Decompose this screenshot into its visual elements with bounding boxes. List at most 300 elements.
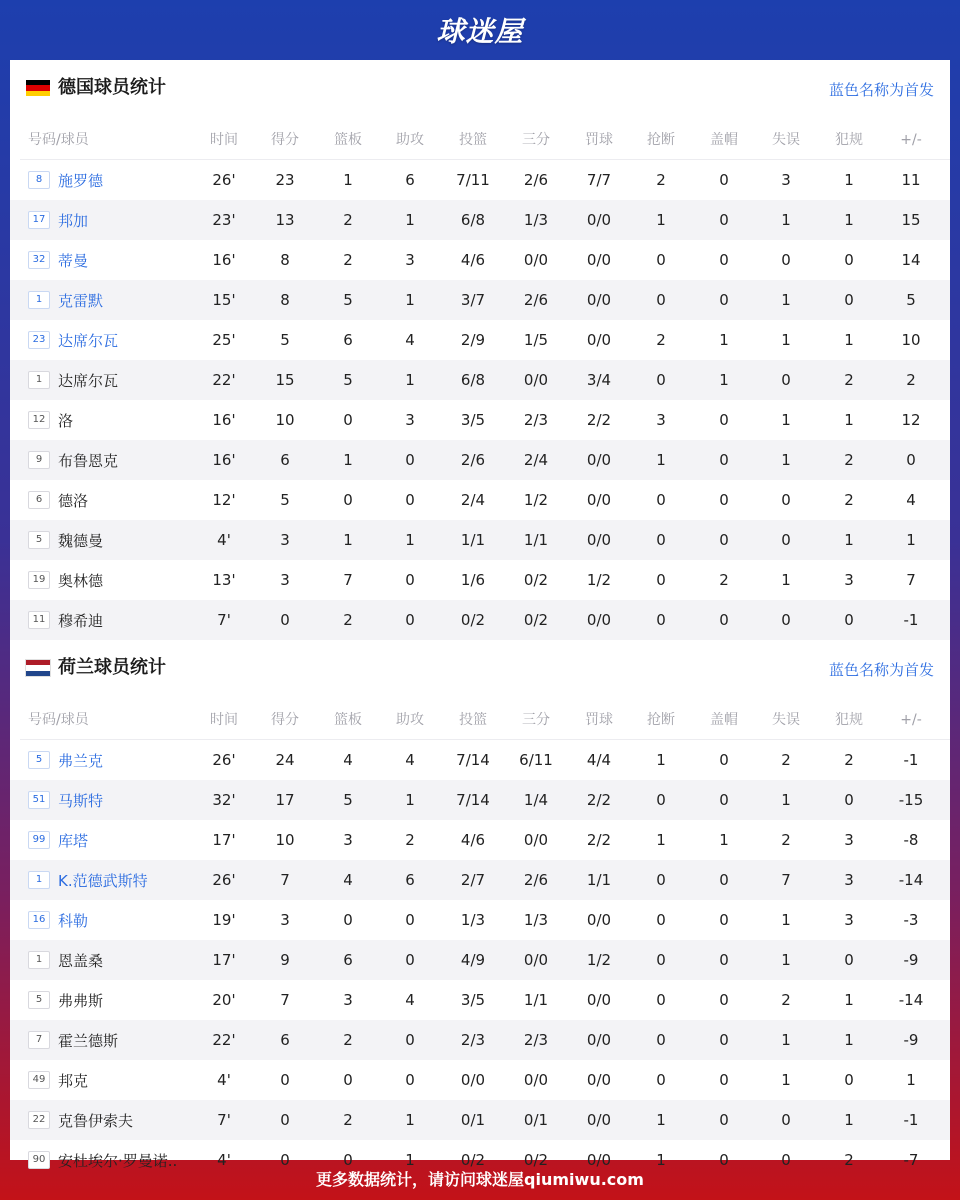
stat-cell: 6/11 xyxy=(519,751,553,769)
stat-cell: 0 xyxy=(844,251,854,269)
stat-cell: 3/5 xyxy=(460,411,486,429)
player-name[interactable]: 安杜埃尔·罗曼诺.. xyxy=(58,1151,178,1170)
stat-cell: 1 xyxy=(844,1031,854,1049)
stat-cell: 3 xyxy=(844,571,854,589)
stat-cell: 0/0 xyxy=(586,251,612,269)
stat-cell: 3 xyxy=(405,251,415,269)
stat-cell: 7 xyxy=(343,571,353,589)
stat-cell: 2/3 xyxy=(460,1031,486,1049)
flag-icon xyxy=(26,660,50,676)
stat-cell: 19' xyxy=(212,911,236,929)
stat-cell: 1 xyxy=(906,1071,916,1089)
player-cell[interactable] xyxy=(28,160,103,200)
player-name[interactable]: 施罗德 xyxy=(58,171,104,190)
stat-cell: 1/2 xyxy=(523,491,549,509)
player-name[interactable]: 邦克 xyxy=(58,1071,89,1090)
stat-cell: 16' xyxy=(212,251,236,269)
player-name[interactable]: 克雷默 xyxy=(58,291,104,310)
column-header: 犯规 xyxy=(835,712,863,728)
jersey-number-badge: 6 xyxy=(28,491,50,509)
stat-cell: 7 xyxy=(280,871,290,889)
jersey-number-badge: 51 xyxy=(28,791,50,809)
stat-cell: 0 xyxy=(781,1111,791,1129)
stat-cell: 0/0 xyxy=(586,1111,612,1129)
stat-cell: 2/3 xyxy=(523,1031,549,1049)
jersey-number-badge: 17 xyxy=(28,211,50,229)
stat-cell: -14 xyxy=(898,991,924,1009)
stat-cell: 0 xyxy=(343,1151,353,1169)
stat-cell: 2 xyxy=(781,751,791,769)
stat-cell: 6 xyxy=(280,451,290,469)
player-row[interactable] xyxy=(10,980,950,1020)
stat-cell: 2 xyxy=(906,371,916,389)
player-name[interactable]: 弗兰克 xyxy=(58,751,104,770)
stat-cell: 4/9 xyxy=(460,951,486,969)
player-cell[interactable] xyxy=(28,240,88,280)
stat-cell: 0/0 xyxy=(586,1031,612,1049)
stat-cell: 1 xyxy=(844,171,854,189)
jersey-number-badge: 22 xyxy=(28,1111,50,1129)
stat-cell: 10 xyxy=(901,331,921,349)
player-row[interactable] xyxy=(10,1060,950,1100)
player-cell[interactable] xyxy=(28,280,103,320)
stat-cell: 2 xyxy=(343,1031,353,1049)
player-row[interactable] xyxy=(10,280,950,320)
stat-cell: 0 xyxy=(656,871,666,889)
stat-cell: 0 xyxy=(280,1151,290,1169)
stat-cell: 0 xyxy=(656,531,666,549)
stat-cell: 6/8 xyxy=(460,211,486,229)
jersey-number-badge: 1 xyxy=(28,871,50,889)
stat-cell: 1 xyxy=(781,1031,791,1049)
stat-cell: 7' xyxy=(217,1111,231,1129)
stat-cell: 26' xyxy=(212,871,236,889)
stat-cell: 0/0 xyxy=(460,1071,486,1089)
player-cell[interactable] xyxy=(28,1020,118,1060)
stat-cell: 0/0 xyxy=(523,371,549,389)
stat-cell: 2 xyxy=(343,251,353,269)
player-cell[interactable] xyxy=(28,900,88,940)
stat-cell: 22' xyxy=(212,371,236,389)
stat-cell: 7' xyxy=(217,611,231,629)
player-cell[interactable] xyxy=(28,520,103,560)
stat-cell: 0/0 xyxy=(523,951,549,969)
stat-cell: 1 xyxy=(656,211,666,229)
player-row[interactable] xyxy=(10,440,950,480)
stat-cell: 3 xyxy=(280,571,290,589)
stat-cell: 1/2 xyxy=(586,951,612,969)
stat-cell: 1 xyxy=(781,211,791,229)
jersey-number-badge: 1 xyxy=(28,371,50,389)
stat-cell: 0 xyxy=(719,1111,729,1129)
stat-cell: 1 xyxy=(781,331,791,349)
stat-cell: 8 xyxy=(280,251,290,269)
stat-cell: 1 xyxy=(844,211,854,229)
stats-card xyxy=(10,60,950,1170)
player-name[interactable]: 达席尔瓦 xyxy=(58,331,119,350)
stat-cell: 1 xyxy=(781,791,791,809)
jersey-number-badge: 12 xyxy=(28,411,50,429)
stat-cell: 20' xyxy=(212,991,236,1009)
stat-cell: 16' xyxy=(212,451,236,469)
player-name[interactable]: 恩盖桑 xyxy=(58,951,104,970)
stat-cell: 0/0 xyxy=(523,251,549,269)
stat-cell: 1 xyxy=(781,451,791,469)
stat-cell: 22' xyxy=(212,1031,236,1049)
player-row[interactable] xyxy=(10,1020,950,1060)
player-row[interactable] xyxy=(10,320,950,360)
stat-cell: 7/14 xyxy=(456,791,490,809)
stat-cell: 1 xyxy=(844,331,854,349)
stat-cell: 2 xyxy=(844,751,854,769)
stat-cell: 3 xyxy=(280,531,290,549)
section-header xyxy=(10,640,950,700)
player-name[interactable]: 魏德曼 xyxy=(58,531,104,550)
stat-cell: 6/8 xyxy=(460,371,486,389)
player-cell[interactable] xyxy=(28,940,103,980)
stat-cell: 1 xyxy=(844,411,854,429)
jersey-number-badge: 5 xyxy=(28,751,50,769)
stat-cell: 2 xyxy=(844,491,854,509)
stat-cell: 0 xyxy=(343,411,353,429)
stat-cell: 0/0 xyxy=(586,1071,612,1089)
player-row[interactable] xyxy=(10,240,950,280)
player-name[interactable]: 马斯特 xyxy=(58,791,104,810)
stat-cell: 1/1 xyxy=(586,871,612,889)
stat-cell: 4' xyxy=(217,1151,231,1169)
stat-cell: 3 xyxy=(656,411,666,429)
stat-cell: 0/2 xyxy=(523,571,549,589)
stat-cell: 14 xyxy=(901,251,921,269)
stat-cell: 0 xyxy=(781,531,791,549)
player-name[interactable]: 弗弗斯 xyxy=(58,991,104,1010)
stat-cell: 3 xyxy=(343,991,353,1009)
player-cell[interactable] xyxy=(28,1060,88,1100)
stat-cell: 0 xyxy=(280,1111,290,1129)
stat-cell: 5 xyxy=(280,331,290,349)
stat-cell: 5 xyxy=(280,491,290,509)
player-name[interactable]: 洛 xyxy=(58,411,74,430)
stat-cell: 1 xyxy=(405,1151,415,1169)
column-header: 失误 xyxy=(772,132,800,148)
player-row[interactable] xyxy=(10,520,950,560)
stat-cell: 1/1 xyxy=(460,531,486,549)
stat-cell: 0/2 xyxy=(460,611,486,629)
stat-cell: 0 xyxy=(844,1071,854,1089)
section-header xyxy=(10,60,950,120)
stat-cell: 1 xyxy=(343,451,353,469)
stat-cell: 0 xyxy=(719,911,729,929)
stat-cell: 0/0 xyxy=(586,611,612,629)
stat-cell: 1 xyxy=(656,1151,666,1169)
stat-cell: 1/6 xyxy=(460,571,486,589)
stat-cell: 0/0 xyxy=(586,291,612,309)
column-header: 三分 xyxy=(522,132,550,148)
player-cell[interactable] xyxy=(28,1100,133,1140)
column-header: 篮板 xyxy=(334,132,362,148)
stat-cell: 0 xyxy=(719,751,729,769)
top-bar xyxy=(0,0,960,60)
player-cell[interactable] xyxy=(28,980,103,1020)
player-row[interactable] xyxy=(10,600,950,640)
column-header: 失误 xyxy=(772,712,800,728)
stat-cell: 0 xyxy=(719,531,729,549)
stat-cell: 6 xyxy=(405,871,415,889)
player-cell[interactable] xyxy=(28,360,118,400)
stat-cell: 0 xyxy=(719,1151,729,1169)
player-cell[interactable] xyxy=(28,820,88,860)
stat-cell: 0 xyxy=(280,611,290,629)
stat-cell: 1 xyxy=(405,531,415,549)
stat-cell: 0 xyxy=(405,1031,415,1049)
stat-cell: 1 xyxy=(656,751,666,769)
column-header: 得分 xyxy=(271,132,299,148)
column-header: 时间 xyxy=(210,712,238,728)
stat-cell: 0 xyxy=(656,251,666,269)
stat-cell: 0 xyxy=(844,951,854,969)
stat-cell: 1 xyxy=(844,531,854,549)
stat-cell: 3 xyxy=(405,411,415,429)
stat-cell: 2 xyxy=(844,1151,854,1169)
stat-cell: 5 xyxy=(343,291,353,309)
player-name[interactable]: 库塔 xyxy=(58,831,89,850)
stat-cell: 23' xyxy=(212,211,236,229)
stat-cell: 6 xyxy=(343,331,353,349)
starter-legend-note: 蓝色名称为首发 xyxy=(828,661,934,679)
stat-cell: 1 xyxy=(781,411,791,429)
column-header-player: 号码/球员 xyxy=(28,132,89,148)
stat-cell: 0/0 xyxy=(523,831,549,849)
stat-cell: 0 xyxy=(405,571,415,589)
player-row[interactable] xyxy=(10,740,950,780)
stat-cell: 2/2 xyxy=(586,411,612,429)
player-name[interactable]: 奥林德 xyxy=(58,571,104,590)
player-cell[interactable] xyxy=(28,440,118,480)
stat-cell: 1 xyxy=(844,991,854,1009)
player-row[interactable] xyxy=(10,200,950,240)
player-row[interactable] xyxy=(10,400,950,440)
stat-cell: 0/0 xyxy=(523,1071,549,1089)
stat-cell: 3 xyxy=(343,831,353,849)
player-row[interactable] xyxy=(10,780,950,820)
stat-cell: 0/0 xyxy=(586,331,612,349)
stat-cell: 6 xyxy=(343,951,353,969)
column-header: 犯规 xyxy=(835,132,863,148)
stat-cell: -8 xyxy=(903,831,919,849)
stat-cell: 2 xyxy=(343,1111,353,1129)
player-row[interactable] xyxy=(10,900,950,940)
player-name[interactable]: 科勒 xyxy=(58,911,89,930)
player-cell[interactable] xyxy=(28,600,103,640)
stat-cell: 6 xyxy=(405,171,415,189)
player-name[interactable]: 邦加 xyxy=(58,211,89,230)
flag-icon xyxy=(26,80,50,96)
stat-cell: 0/0 xyxy=(586,451,612,469)
stat-cell: 2 xyxy=(656,331,666,349)
player-cell[interactable] xyxy=(28,780,103,820)
stat-cell: 0 xyxy=(719,1031,729,1049)
player-cell[interactable] xyxy=(28,860,148,900)
stat-cell: 1 xyxy=(405,371,415,389)
stat-cell: 2 xyxy=(405,831,415,849)
player-row[interactable] xyxy=(10,360,950,400)
stat-cell: -14 xyxy=(898,871,924,889)
stat-cell: 0 xyxy=(343,1071,353,1089)
stat-cell: 2/6 xyxy=(460,451,486,469)
player-cell[interactable] xyxy=(28,400,73,440)
jersey-number-badge: 99 xyxy=(28,831,50,849)
stat-cell: 1 xyxy=(656,451,666,469)
player-cell[interactable] xyxy=(28,740,103,780)
jersey-number-badge: 90 xyxy=(28,1151,50,1169)
jersey-number-badge: 23 xyxy=(28,331,50,349)
stat-cell: 0 xyxy=(656,291,666,309)
stat-cell: 2/4 xyxy=(523,451,549,469)
column-header: 助攻 xyxy=(396,712,424,728)
stat-cell: 0 xyxy=(719,211,729,229)
stat-cell: 0/0 xyxy=(586,1151,612,1169)
section-title: 荷兰球员统计 xyxy=(58,657,166,678)
stat-cell: 1 xyxy=(405,791,415,809)
stat-cell: 4 xyxy=(343,871,353,889)
stat-cell: 3/4 xyxy=(586,371,612,389)
stat-cell: 11 xyxy=(901,171,921,189)
stat-cell: 2/6 xyxy=(523,291,549,309)
column-header: 盖帽 xyxy=(710,712,738,728)
stat-cell: -1 xyxy=(903,611,919,629)
player-row[interactable] xyxy=(10,160,950,200)
player-row[interactable] xyxy=(10,940,950,980)
stat-cell: 7/11 xyxy=(456,171,490,189)
stat-cell: 1/3 xyxy=(523,211,549,229)
brand-logo: 球迷屋 xyxy=(436,15,524,48)
stat-cell: 0 xyxy=(781,251,791,269)
player-cell[interactable] xyxy=(28,480,88,520)
stat-cell: 3/7 xyxy=(460,291,486,309)
stat-cell: 9 xyxy=(280,951,290,969)
stat-cell: -1 xyxy=(903,1111,919,1129)
column-header: 篮板 xyxy=(334,712,362,728)
stat-cell: 12' xyxy=(212,491,236,509)
player-cell[interactable] xyxy=(28,320,118,360)
stat-cell: 17' xyxy=(212,831,236,849)
jersey-number-badge: 7 xyxy=(28,1031,50,1049)
player-row[interactable] xyxy=(10,1100,950,1140)
stat-cell: 0 xyxy=(719,791,729,809)
stat-cell: 15' xyxy=(212,291,236,309)
table-header-row xyxy=(10,120,950,160)
team-section-1 xyxy=(10,640,950,1180)
stat-cell: 3 xyxy=(844,831,854,849)
player-name[interactable]: 布鲁恩克 xyxy=(58,451,119,470)
stat-cell: 4/6 xyxy=(460,251,486,269)
jersey-number-badge: 5 xyxy=(28,991,50,1009)
section-title: 德国球员统计 xyxy=(58,77,166,98)
stat-cell: 2/2 xyxy=(586,791,612,809)
player-name[interactable]: 克鲁伊索夫 xyxy=(58,1111,134,1130)
stat-cell: 2/7 xyxy=(460,871,486,889)
stat-cell: 1/4 xyxy=(523,791,549,809)
stat-cell: 26' xyxy=(212,751,236,769)
stat-cell: 0 xyxy=(405,611,415,629)
column-header: 时间 xyxy=(210,132,238,148)
stat-cell: 0/0 xyxy=(586,211,612,229)
stat-cell: 3 xyxy=(280,911,290,929)
stat-cell: 5 xyxy=(343,791,353,809)
stat-cell: 2/9 xyxy=(460,331,486,349)
stat-cell: 0 xyxy=(656,571,666,589)
player-name[interactable]: 霍兰德斯 xyxy=(58,1031,119,1050)
player-name[interactable]: 蒂曼 xyxy=(58,251,89,270)
stat-cell: 0/0 xyxy=(586,991,612,1009)
stat-cell: 0 xyxy=(656,1031,666,1049)
stat-cell: 0/0 xyxy=(586,531,612,549)
stat-cell: 0 xyxy=(719,871,729,889)
stat-cell: 13 xyxy=(275,211,295,229)
player-row[interactable] xyxy=(10,820,950,860)
player-name[interactable]: 德洛 xyxy=(58,491,89,510)
stat-cell: 7/14 xyxy=(456,751,490,769)
stat-cell: 6 xyxy=(280,1031,290,1049)
stat-cell: 1 xyxy=(719,331,729,349)
stat-cell: 4/4 xyxy=(586,751,612,769)
starter-legend-note: 蓝色名称为首发 xyxy=(828,81,934,99)
stat-cell: 0 xyxy=(781,1151,791,1169)
jersey-number-badge: 49 xyxy=(28,1071,50,1089)
jersey-number-badge: 19 xyxy=(28,571,50,589)
footer-promo[interactable]: 更多数据统计，请访问球迷屋qiumiwu.com xyxy=(316,1170,644,1189)
stat-cell: 0/2 xyxy=(523,1151,549,1169)
stat-cell: 4' xyxy=(217,531,231,549)
stat-cell: 2 xyxy=(343,611,353,629)
stat-cell: 0 xyxy=(719,251,729,269)
stat-cell: 4 xyxy=(405,751,415,769)
player-name[interactable]: 穆希迪 xyxy=(58,611,104,630)
stat-cell: 15 xyxy=(901,211,921,229)
stat-cell: 0 xyxy=(405,451,415,469)
stat-cell: 1/3 xyxy=(460,911,486,929)
stat-cell: 10 xyxy=(275,411,295,429)
player-row[interactable] xyxy=(10,480,950,520)
column-header: 投篮 xyxy=(459,712,487,728)
player-row[interactable] xyxy=(10,860,950,900)
stat-cell: 1 xyxy=(781,291,791,309)
stat-cell: 2/2 xyxy=(586,831,612,849)
player-name[interactable]: K.范德武斯特 xyxy=(58,871,148,890)
player-cell[interactable] xyxy=(28,560,103,600)
stat-cell: 23 xyxy=(275,171,295,189)
stat-cell: 3/5 xyxy=(460,991,486,1009)
jersey-number-badge: 11 xyxy=(28,611,50,629)
stat-cell: 0 xyxy=(656,611,666,629)
stat-cell: 1 xyxy=(781,571,791,589)
stat-cell: 1 xyxy=(405,1111,415,1129)
column-header: 三分 xyxy=(522,712,550,728)
player-name[interactable]: 达席尔瓦 xyxy=(58,371,119,390)
stat-cell: 4' xyxy=(217,1071,231,1089)
stat-cell: -7 xyxy=(903,1151,919,1169)
stat-cell: 0 xyxy=(656,491,666,509)
stat-cell: 0 xyxy=(781,611,791,629)
stat-cell: 16' xyxy=(212,411,236,429)
player-cell[interactable] xyxy=(28,200,88,240)
stat-cell: -9 xyxy=(903,1031,919,1049)
player-row[interactable] xyxy=(10,560,950,600)
column-header: 盖帽 xyxy=(710,132,738,148)
stat-cell: 24 xyxy=(275,751,295,769)
column-header: 罚球 xyxy=(585,132,613,148)
jersey-number-badge: 5 xyxy=(28,531,50,549)
